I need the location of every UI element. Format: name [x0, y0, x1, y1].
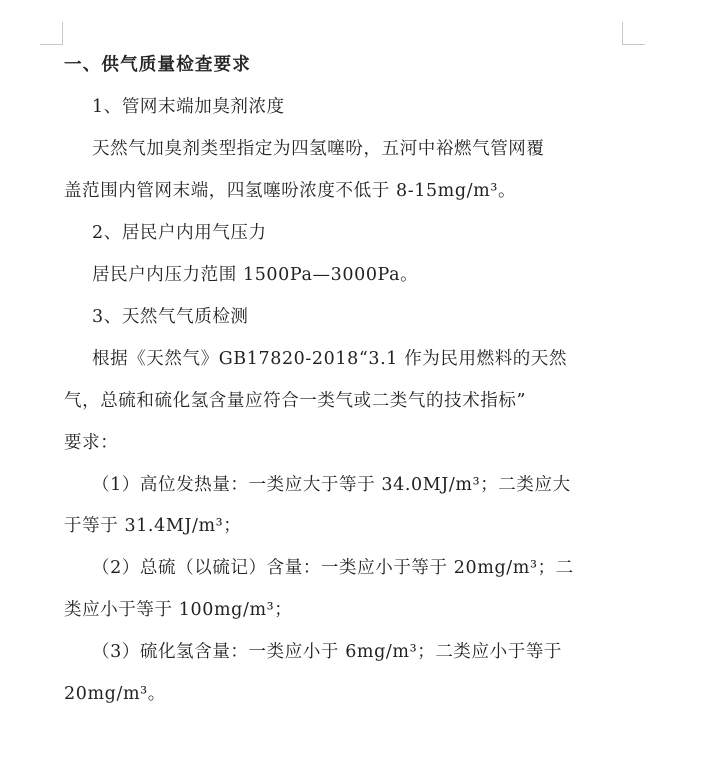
paragraph-line: 天然气加臭剂类型指定为四氢噻吩，五河中裕燃气管网覆 — [92, 139, 545, 159]
page-corner-mark-top-left — [40, 22, 63, 45]
paragraph-line: 盖范围内管网末端，四氢噻吩浓度不低于 8-15mg/m³。 — [64, 181, 517, 201]
list-item-line: 于等于 31.4MJ/m³； — [64, 516, 242, 536]
list-item-line: （1）高位发热量：一类应大于等于 34.0MJ/m³；二类应大 — [92, 475, 571, 495]
document-heading: 一、供气质量检查要求 — [64, 55, 251, 75]
paragraph-line: 根据《天然气》GB17820-2018“3.1 作为民用燃料的天然 — [92, 349, 568, 369]
section-title-3: 3、天然气气质检测 — [92, 307, 249, 327]
list-item-line: 类应小于等于 100mg/m³； — [64, 600, 293, 620]
list-item-line: （3）硫化氢含量：一类应小于 6mg/m³；二类应小于等于 — [92, 642, 563, 662]
paragraph-line: 气，总硫和硫化氢含量应符合一类气或二类气的技术指标” — [64, 391, 527, 411]
section-title-1: 1、管网末端加臭剂浓度 — [92, 97, 285, 117]
section-title-2: 2、居民户内用气压力 — [92, 223, 267, 243]
list-item-line: （2）总硫（以硫记）含量：一类应小于等于 20mg/m³；二 — [92, 558, 574, 578]
page-corner-mark-top-right — [622, 22, 645, 45]
paragraph-line: 要求： — [64, 433, 119, 453]
list-item-line: 20mg/m³。 — [64, 684, 166, 704]
paragraph-line: 居民户内压力范围 1500Pa—3000Pa。 — [92, 265, 419, 285]
